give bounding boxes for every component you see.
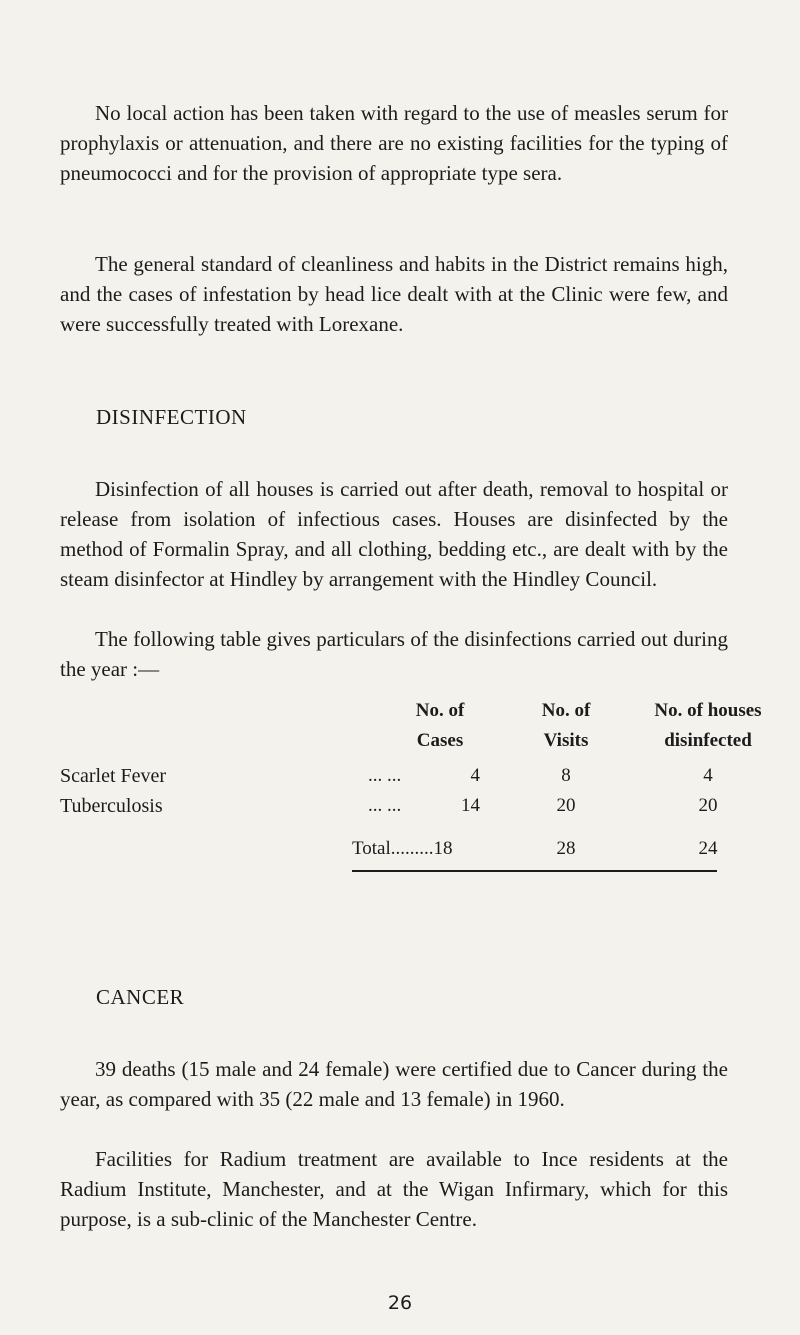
cleanliness-paragraph: The general standard of cleanliness and habits in the District remains high, and the cases of infestation by head lice dealt with at the Clinic were few, and were successfully treated with Lorexane.: [60, 252, 728, 336]
cancer-deaths-paragraph: 39 deaths (15 male and 24 female) were certified due to Cancer during the year, as compared with 35 (22 male and 13 female) in 1960.: [60, 1057, 728, 1111]
row-label-tuberculosis: Tuberculosis: [60, 795, 163, 817]
document-page: No local action has been taken with regard to the use of measles serum for prophylaxis or attenuation, and there are no existing facilities for the typing of pneumococci and for the provision of appropriate type sera. The general standard of cleanliness and habits in the District remains high, and the cases of infestation by head lice dealt with at the Clinic were few, and were successfully treated with Lorexane. DISINFECTION Disinfection of all houses is carried out after death, removal to hospital or release from isolation of infectious cases. Houses are disinfected by the method of Formalin Spray, and all clothing, bedding etc., are dealt with by the steam disinfector at Hindley by arrangement with the Hindley Council. The following table gives particulars of the disinfections carried out during the year :— No. of Cases No. of Visits No. of houses disinfected Scarlet Fever ... ... 4 8 4 Tuberculosis ... ... 14 20 20 Total.........18 28 24 CANCER 39 deaths (15 male and 24 female) were certified due to Cancer during the year, as compared with 35 (22 male and 13 female) in 1960. Facilities for Radium treatment are available to Ince residents at the Radium Institute, Manchester, and at the Wigan Infirmary, which for this purpose, is a sub-clinic of the Manchester Centre. 26: [0, 0, 800, 1335]
cancer-heading: CANCER: [96, 985, 185, 1009]
cell-cases: 4: [470, 765, 480, 786]
total-label: Total.........18: [352, 838, 453, 859]
row-leader-dots: ... ...: [368, 795, 402, 816]
radium-paragraph: Facilities for Radium treatment are available to Ince residents at the Radium Institute, Manchester, and at the Wigan Infirmary, which for this purpose, is a sub-clinic of the Manchester Centre.: [60, 1147, 728, 1231]
table-intro-paragraph: The following table gives particulars of the disinfections carried out during the year :—: [60, 627, 728, 681]
row-leader-dots: ... ...: [368, 765, 402, 786]
disinfection-paragraph: Disinfection of all houses is carried out after death, removal to hospital or release from isolation of infectious cases. Houses are disinfected by the method of Formalin Spray, and all clothing, bedding etc., are dealt with by the steam disinfector at Hindley by arrangement with the Hindley Council.: [60, 477, 728, 591]
disinfection-heading: DISINFECTION: [96, 405, 247, 429]
cell-cases: 14: [461, 795, 480, 816]
measles-paragraph: No local action has been taken with regard to the use of measles serum for prophylaxis or attenuation, and there are no existing facilities for the typing of pneumococci and for the provision of appropriate type sera.: [60, 101, 728, 185]
total-underline: [352, 870, 717, 872]
page-number: 26: [387, 1292, 413, 1314]
row-label-scarlet-fever: Scarlet Fever: [60, 765, 167, 787]
